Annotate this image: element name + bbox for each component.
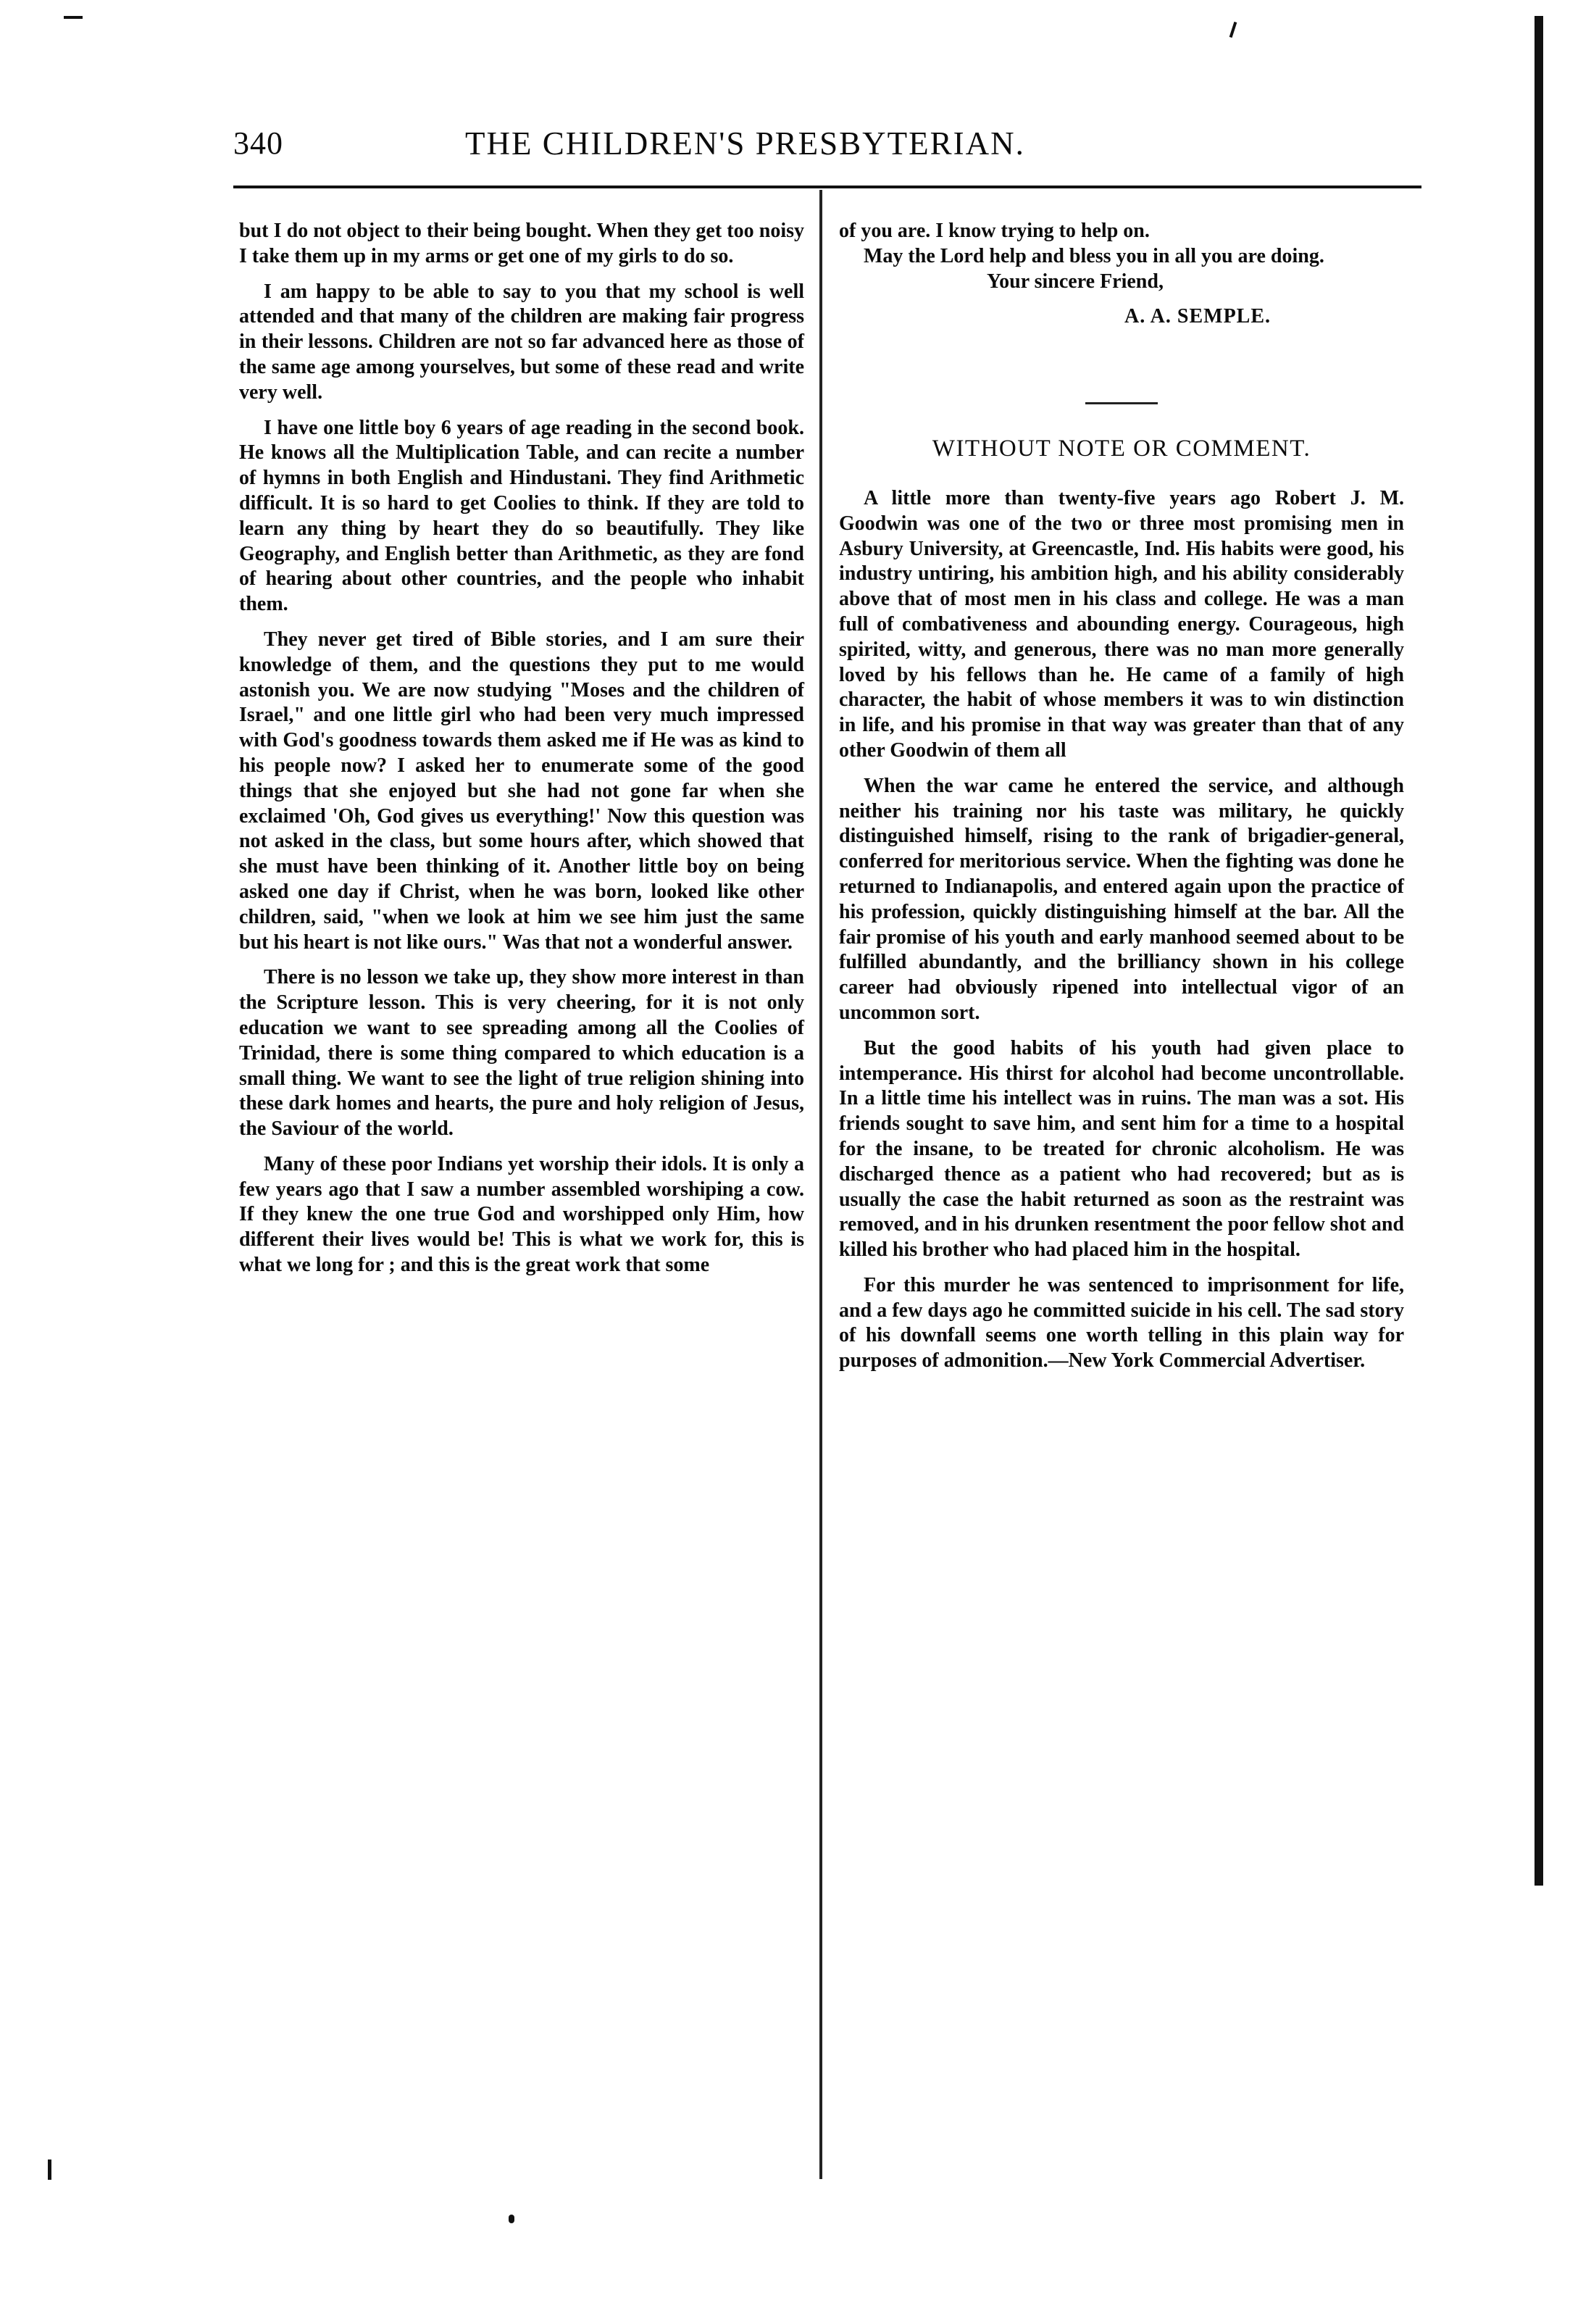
paragraph: but I do not object to their being bought. When they get too noisy I take them up in my arms or get one of my girls to do so. — [239, 220, 804, 267]
scan-mark — [48, 2160, 51, 2180]
left-column — [239, 219, 804, 1288]
paragraph: For this murder he was sentenced to imprisonment for life, and a few days ago he committed suicide in his cell. The sad story of his downfall seems one worth telling in this plain way for purposes of admonition.—New York Commercial Advertiser. — [839, 1273, 1404, 1373]
scan-edge-bar — [1534, 16, 1543, 1886]
header-rule — [233, 186, 1421, 188]
right-column — [839, 219, 1404, 1384]
column-divider — [819, 190, 822, 2179]
page-header — [233, 125, 1175, 175]
paragraph: Many of these poor Indians yet worship their idols. It is only a few years ago that I saw a number assembled worshiping a cow. If they knew the one true God and worshipped only Him, how different their lives would be! This is what we work for, this is what we long for ; and this is the great work that some — [239, 1152, 804, 1277]
scan-mark — [64, 16, 83, 19]
paragraph: I am happy to be able to say to you that my school is well attended and that many of the children are making fair progress in their lessons. Children are not so far advanced here as those of the same age among yourselves, but some of these read and write very well. — [239, 280, 804, 404]
paragraph: I have one little boy 6 years of age reading in the second book. He knows all the Multiplication Table, and can recite a number of hymns in both English and Hindustani. They find Arithmetic difficult. It is so hard to get Coolies to think. If they are told to learn any thing by heart they do so beautifully. They like Geography, and English better than Arithmetic, as they are fond of hearing about other countries, and the people who inhabit them. — [239, 416, 804, 616]
paragraph: They never get tired of Bible stories, and I am sure their knowledge of them, and the questions they put to me would astonish you. We are now studying "Moses and the children of Israel," and one little girl who had been very much impressed with God's goodness towards them asked me if He was as kind to his people now? I asked her to enumerate some of the good things that she enjoyed but she had not gone far when she exclaimed 'Oh, God gives us everything!' Now this question was not asked in the class, but some hours after, which showed that she must have been thinking of it. Another little boy on being asked one day if Christ, when he was born, looked like other children, said, "when we look at him we see him just the same but his heart is not like ours." Was that not a wonderful answer. — [239, 628, 804, 954]
article-title: WITHOUT NOTE OR COMMENT. — [932, 436, 1311, 462]
paragraph: There is no lesson we take up, they show more interest in than the Scripture lesson. This is very cheering, for it is not only education we want to see spreading among all the Coolies of Trinidad, there is some thing compared to which education is a small thing. We want to see the light of true religion shining into these dark homes and hearts, the pure and holy religion of Jesus, the Saviour of the world. — [239, 966, 804, 1141]
paragraph: A little more than twenty-five years ago Robert J. M. Goodwin was one of the two or three most promising men in Asbury University, at Greencastle, Ind. His habits were good, his industry untiring, his ambition high, and his ability considerably above that of most men in his class and college. He was a man full of combativeness and abounding energy. Courageous, high spirited, witty, and generous, there was no man more generally loved by his fellows than he. He came of a family of high character, the habit of whose members it was to win distinction in life, and his promise in that way was greater than that of any other Goodwin of them all — [839, 486, 1404, 762]
scan-mark — [509, 2215, 514, 2223]
scan-mark — [1229, 22, 1237, 38]
letter-closing: Your sincere Friend, — [987, 270, 1164, 293]
running-title: THE CHILDREN'S PRESBYTERIAN. — [465, 125, 1025, 162]
letter-signature: A. A. SEMPLE. — [1124, 305, 1272, 328]
letter-continuation: of you are. I know trying to help on. — [839, 220, 1150, 242]
letter-blessing: May the Lord help and bless you in all you are doing. — [864, 244, 1324, 267]
page-number: 340 — [233, 125, 283, 161]
paragraph: When the war came he entered the service, and although neither his training nor his taste was military, he quickly distinguished himself, rising to the rank of brigadier-general, conferred for meritorious service. When the fighting was done he returned to Indianapolis, and entered again upon the practice of his profession, quickly distinguishing himself at the bar. All the fair promise of his youth and early manhood seemed about to be fulfilled abundantly, and the brilliancy shown in his college career had obviously ripened into intellectual vigor of an uncommon sort. — [839, 774, 1404, 1024]
paragraph: But the good habits of his youth had given place to intemperance. His thirst for alcohol had become uncontrollable. In a little time his intellect was in ruins. The man was a sot. His friends sought to save him, and sent him for a time to a hospital for the insane, to be treated for chronic alcoholism. He was discharged thence as a patient who had recovered; but as is usually the case the habit returned as soon as the restraint was removed, and in his drunken resentment the poor fellow shot and killed his brother who had placed him in the hospital. — [839, 1036, 1404, 1262]
section-separator — [1085, 402, 1158, 404]
